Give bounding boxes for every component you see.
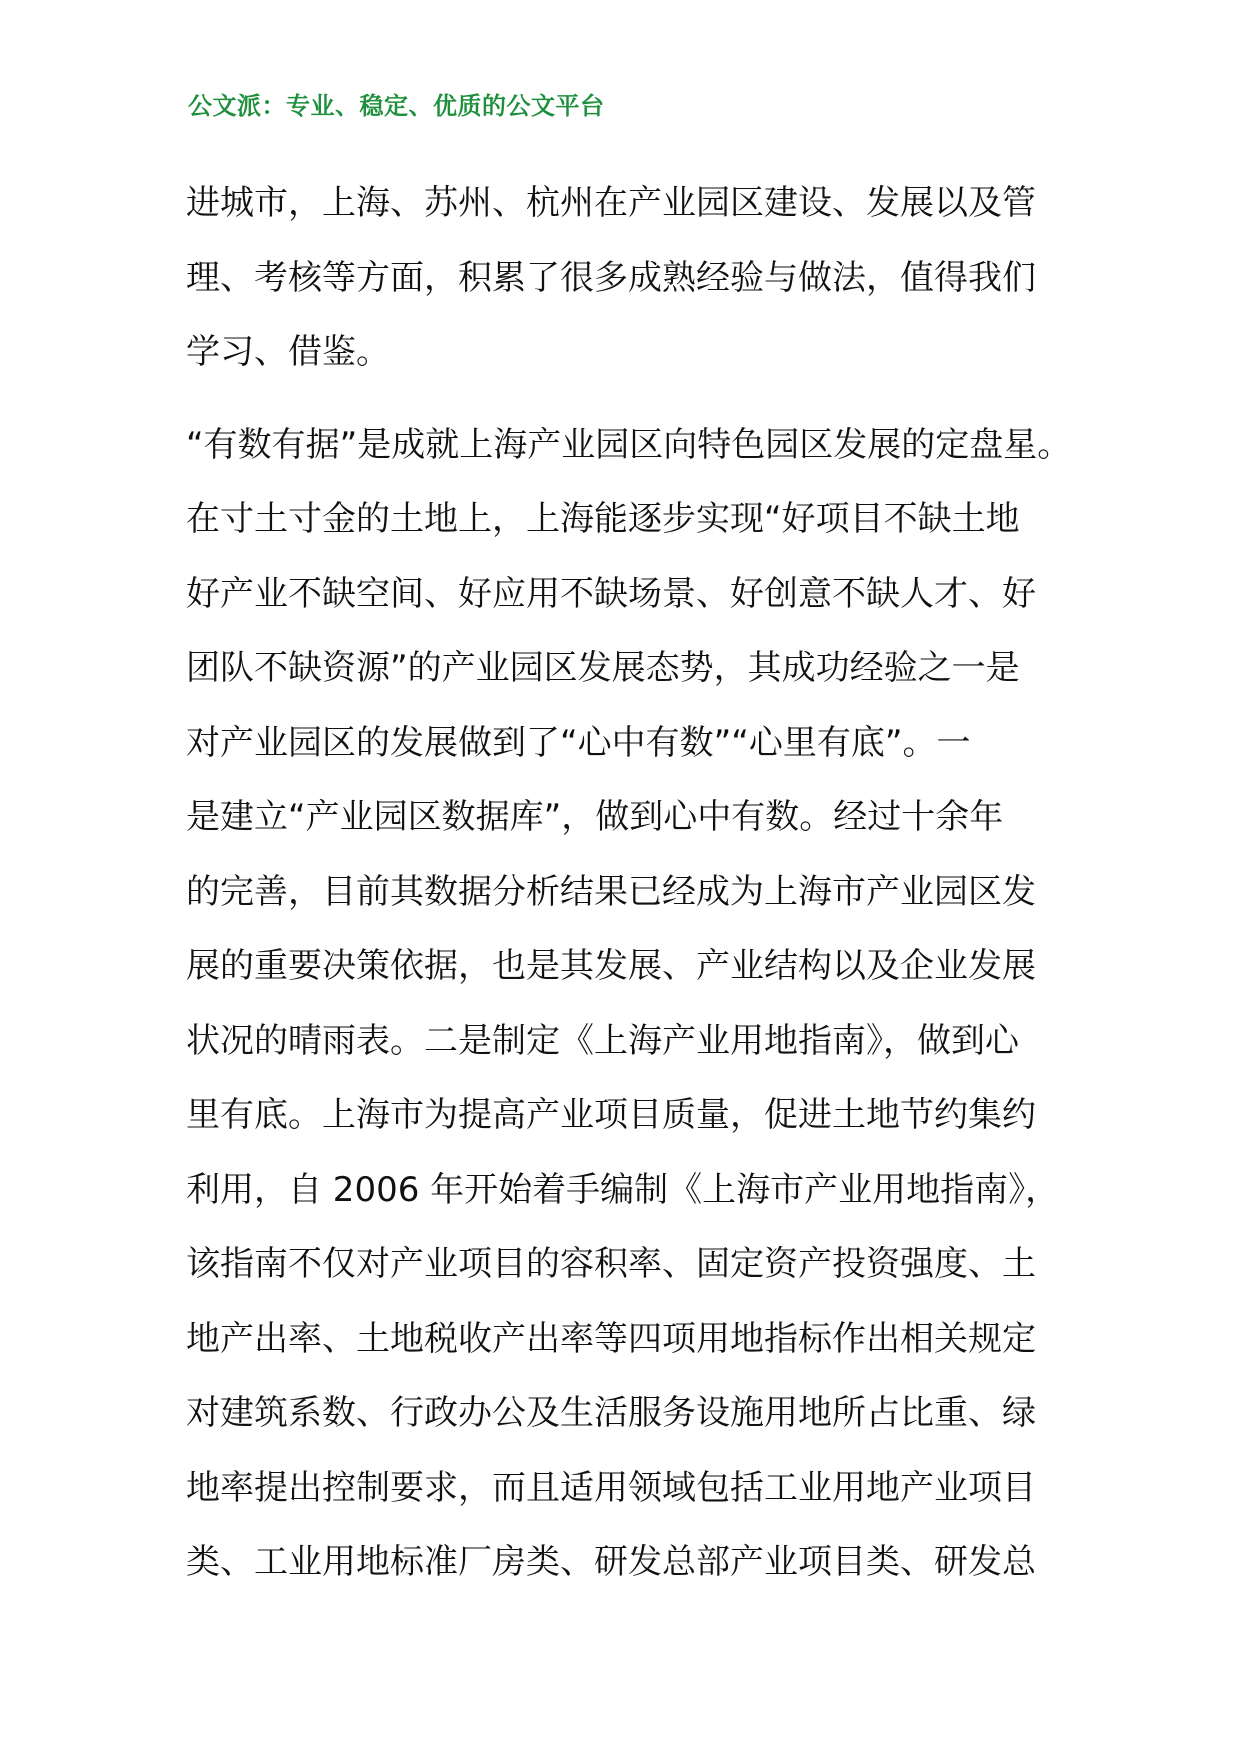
text-line: 状况的晴雨表。二是制定《上海产业用地指南》，做到心	[186, 1020, 1019, 1061]
text-line: 好产业不缺空间、好应用不缺场景、好创意不缺人才、好	[186, 573, 1036, 614]
text-line: 理、考核等方面，积累了很多成熟经验与做法，值得我们	[186, 257, 1036, 298]
text-line: 对产业园区的发展做到了“心中有数”“心里有底”。一	[186, 722, 971, 763]
text-line: 的完善，目前其数据分析结果已经成为上海市产业园区发	[186, 871, 1036, 912]
text-line: 是建立“产业园区数据库”，做到心中有数。经过十余年	[186, 797, 1004, 837]
page-header-title: 公文派：专业、稳定、优质的公文平台	[188, 91, 605, 120]
text-line: 该指南不仅对产业项目的容积率、固定资产投资强度、土	[186, 1244, 1036, 1284]
text-line: 展的重要决策依据，也是其发展、产业结构以及企业发展	[186, 946, 1036, 986]
paragraph-spacer	[186, 390, 1086, 408]
text-line: 团队不缺资源”的产业园区发展态势，其成功经验之一是	[186, 648, 1020, 688]
text-line: “有数有据”是成就上海产业园区向特色园区发展的定盘星。	[186, 424, 1072, 465]
text-line: 地率提出控制要求，而且适用领域包括工业用地产业项目	[186, 1467, 1036, 1508]
text-line: 地产出率、土地税收产出率等四项用地指标作出相关规定	[186, 1318, 1036, 1359]
paragraph-2	[186, 408, 1086, 1600]
text-line: 利用，自 2006 年开始着手编制《上海市产业用地指南》，	[186, 1169, 1060, 1210]
paragraph-1	[186, 166, 1086, 390]
text-line: 里有底。上海市为提高产业项目质量，促进土地节约集约	[186, 1095, 1036, 1135]
text-line: 类、工业用地标准厂房类、研发总部产业项目类、研发总	[186, 1542, 1036, 1582]
text-line: 在寸土寸金的土地上，上海能逐步实现“好项目不缺土地	[186, 499, 1020, 539]
text-line: 进城市，上海、苏州、杭州在产业园区建设、发展以及管	[186, 183, 1036, 223]
text-line: 对建筑系数、行政办公及生活服务设施用地所占比重、绿	[186, 1393, 1036, 1433]
text-line: 学习、借鉴。	[186, 332, 390, 372]
document-body	[186, 166, 1086, 1600]
